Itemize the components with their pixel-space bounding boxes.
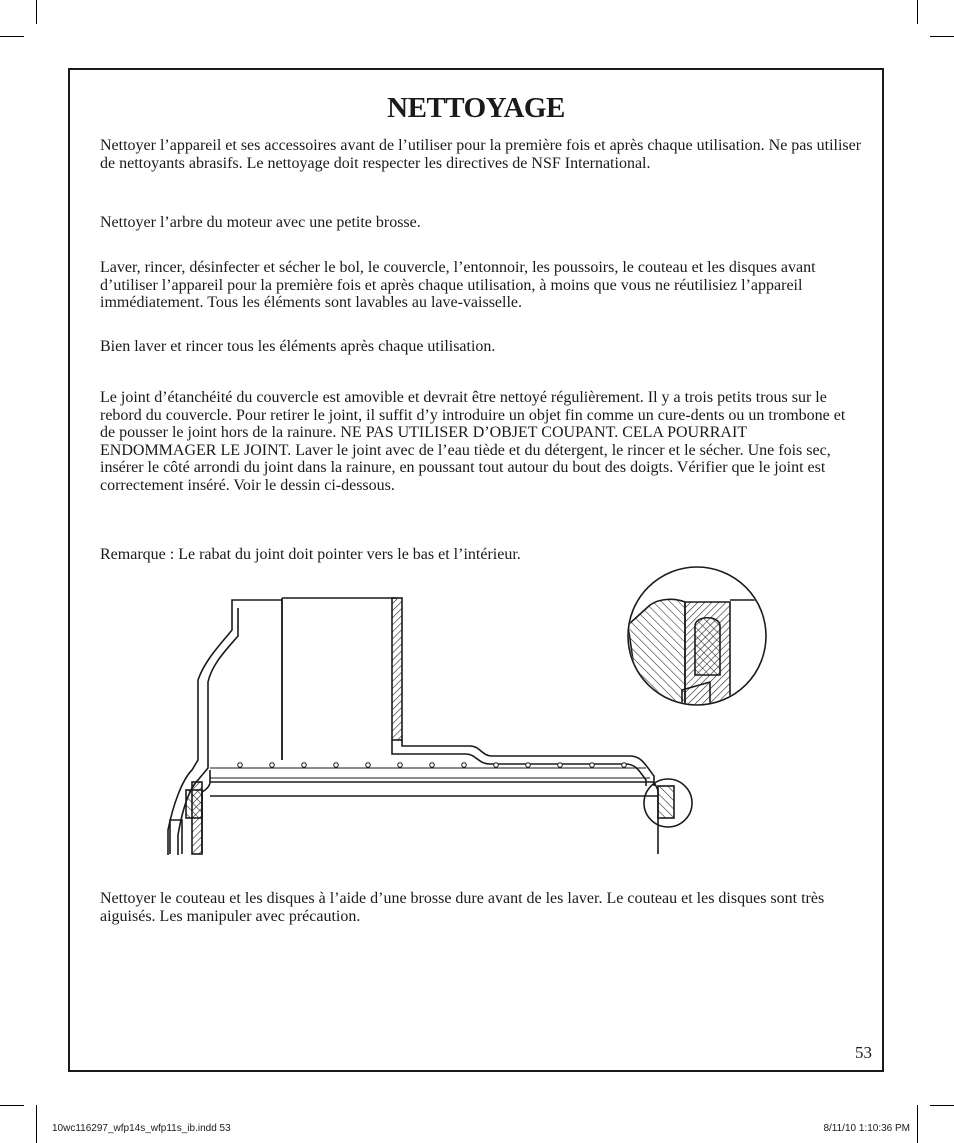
paragraph-rinse: Bien laver et rincer tous les éléments après chaque utilisation. (100, 338, 496, 355)
crop-mark (0, 36, 24, 37)
paragraph-note: Remarque : Le rabat du joint doit pointer vers le bas et l’intérieur. (100, 546, 521, 563)
footer-file-slug: 10wc116297_wfp14s_wfp11s_ib.indd 53 (52, 1123, 231, 1134)
paragraph-motor-shaft: Nettoyer l’arbre du moteur avec une petite brosse. (100, 214, 421, 231)
paragraph-seal: Le joint d’étanchéité du couvercle est amovible et devrait être nettoyé régulièrement. Il y a trois petits trous sur le rebord du couvercle. Pour retirer le joint, il suffit d’y introduire un objet fin comme un cure-dents ou un trombone et de pousser le joint hors de la rainure. NE PAS UTILISER D’OBJET COUPANT. CELA POURRAIT ENDOMMAGER LE JOINT. Laver le joint avec de l’eau tiède et du détergent, le rincer et le sécher. Une fois sec, insérer le côté arrondi du joint dans la rainure, en poussant tout autour du bout des doigts. Vérifier que le joint est correctement inséré. Voir le dessin ci-dessous. (100, 389, 846, 494)
page-title: NETTOYAGE (387, 92, 565, 124)
crop-mark (930, 36, 954, 37)
crop-mark (36, 1105, 37, 1143)
crop-mark (930, 1105, 954, 1106)
paragraph-wash-parts: Laver, rincer, désinfecter et sécher le bol, le couvercle, l’entonnoir, les poussoirs, le couteau et les disques avant d’utiliser l’appareil pour la première fois et après chaque utilisation, à moins que vous ne réutilisiez l’appareil immédiatement. Tous les éléments sont lavables au lave-vaisselle. (100, 259, 816, 311)
footer-timestamp: 8/11/10 1:10:36 PM (823, 1123, 910, 1134)
crop-mark (917, 1105, 918, 1143)
crop-mark (0, 1105, 24, 1106)
page-frame (68, 68, 884, 1072)
paragraph-intro: Nettoyer l’appareil et ses accessoires avant de l’utiliser pour la première fois et après chaque utilisation. Ne pas utiliser de nettoyants abrasifs. Le nettoyage doit respecter les directives de NSF International. (100, 137, 862, 172)
page-number: 53 (855, 1043, 872, 1062)
crop-mark (36, 0, 37, 24)
crop-mark (917, 0, 918, 24)
paragraph-blades: Nettoyer le couteau et les disques à l’aide d’une brosse dure avant de les laver. Le couteau et les disques sont très aiguisés. Les manipuler avec précaution. (100, 890, 825, 925)
